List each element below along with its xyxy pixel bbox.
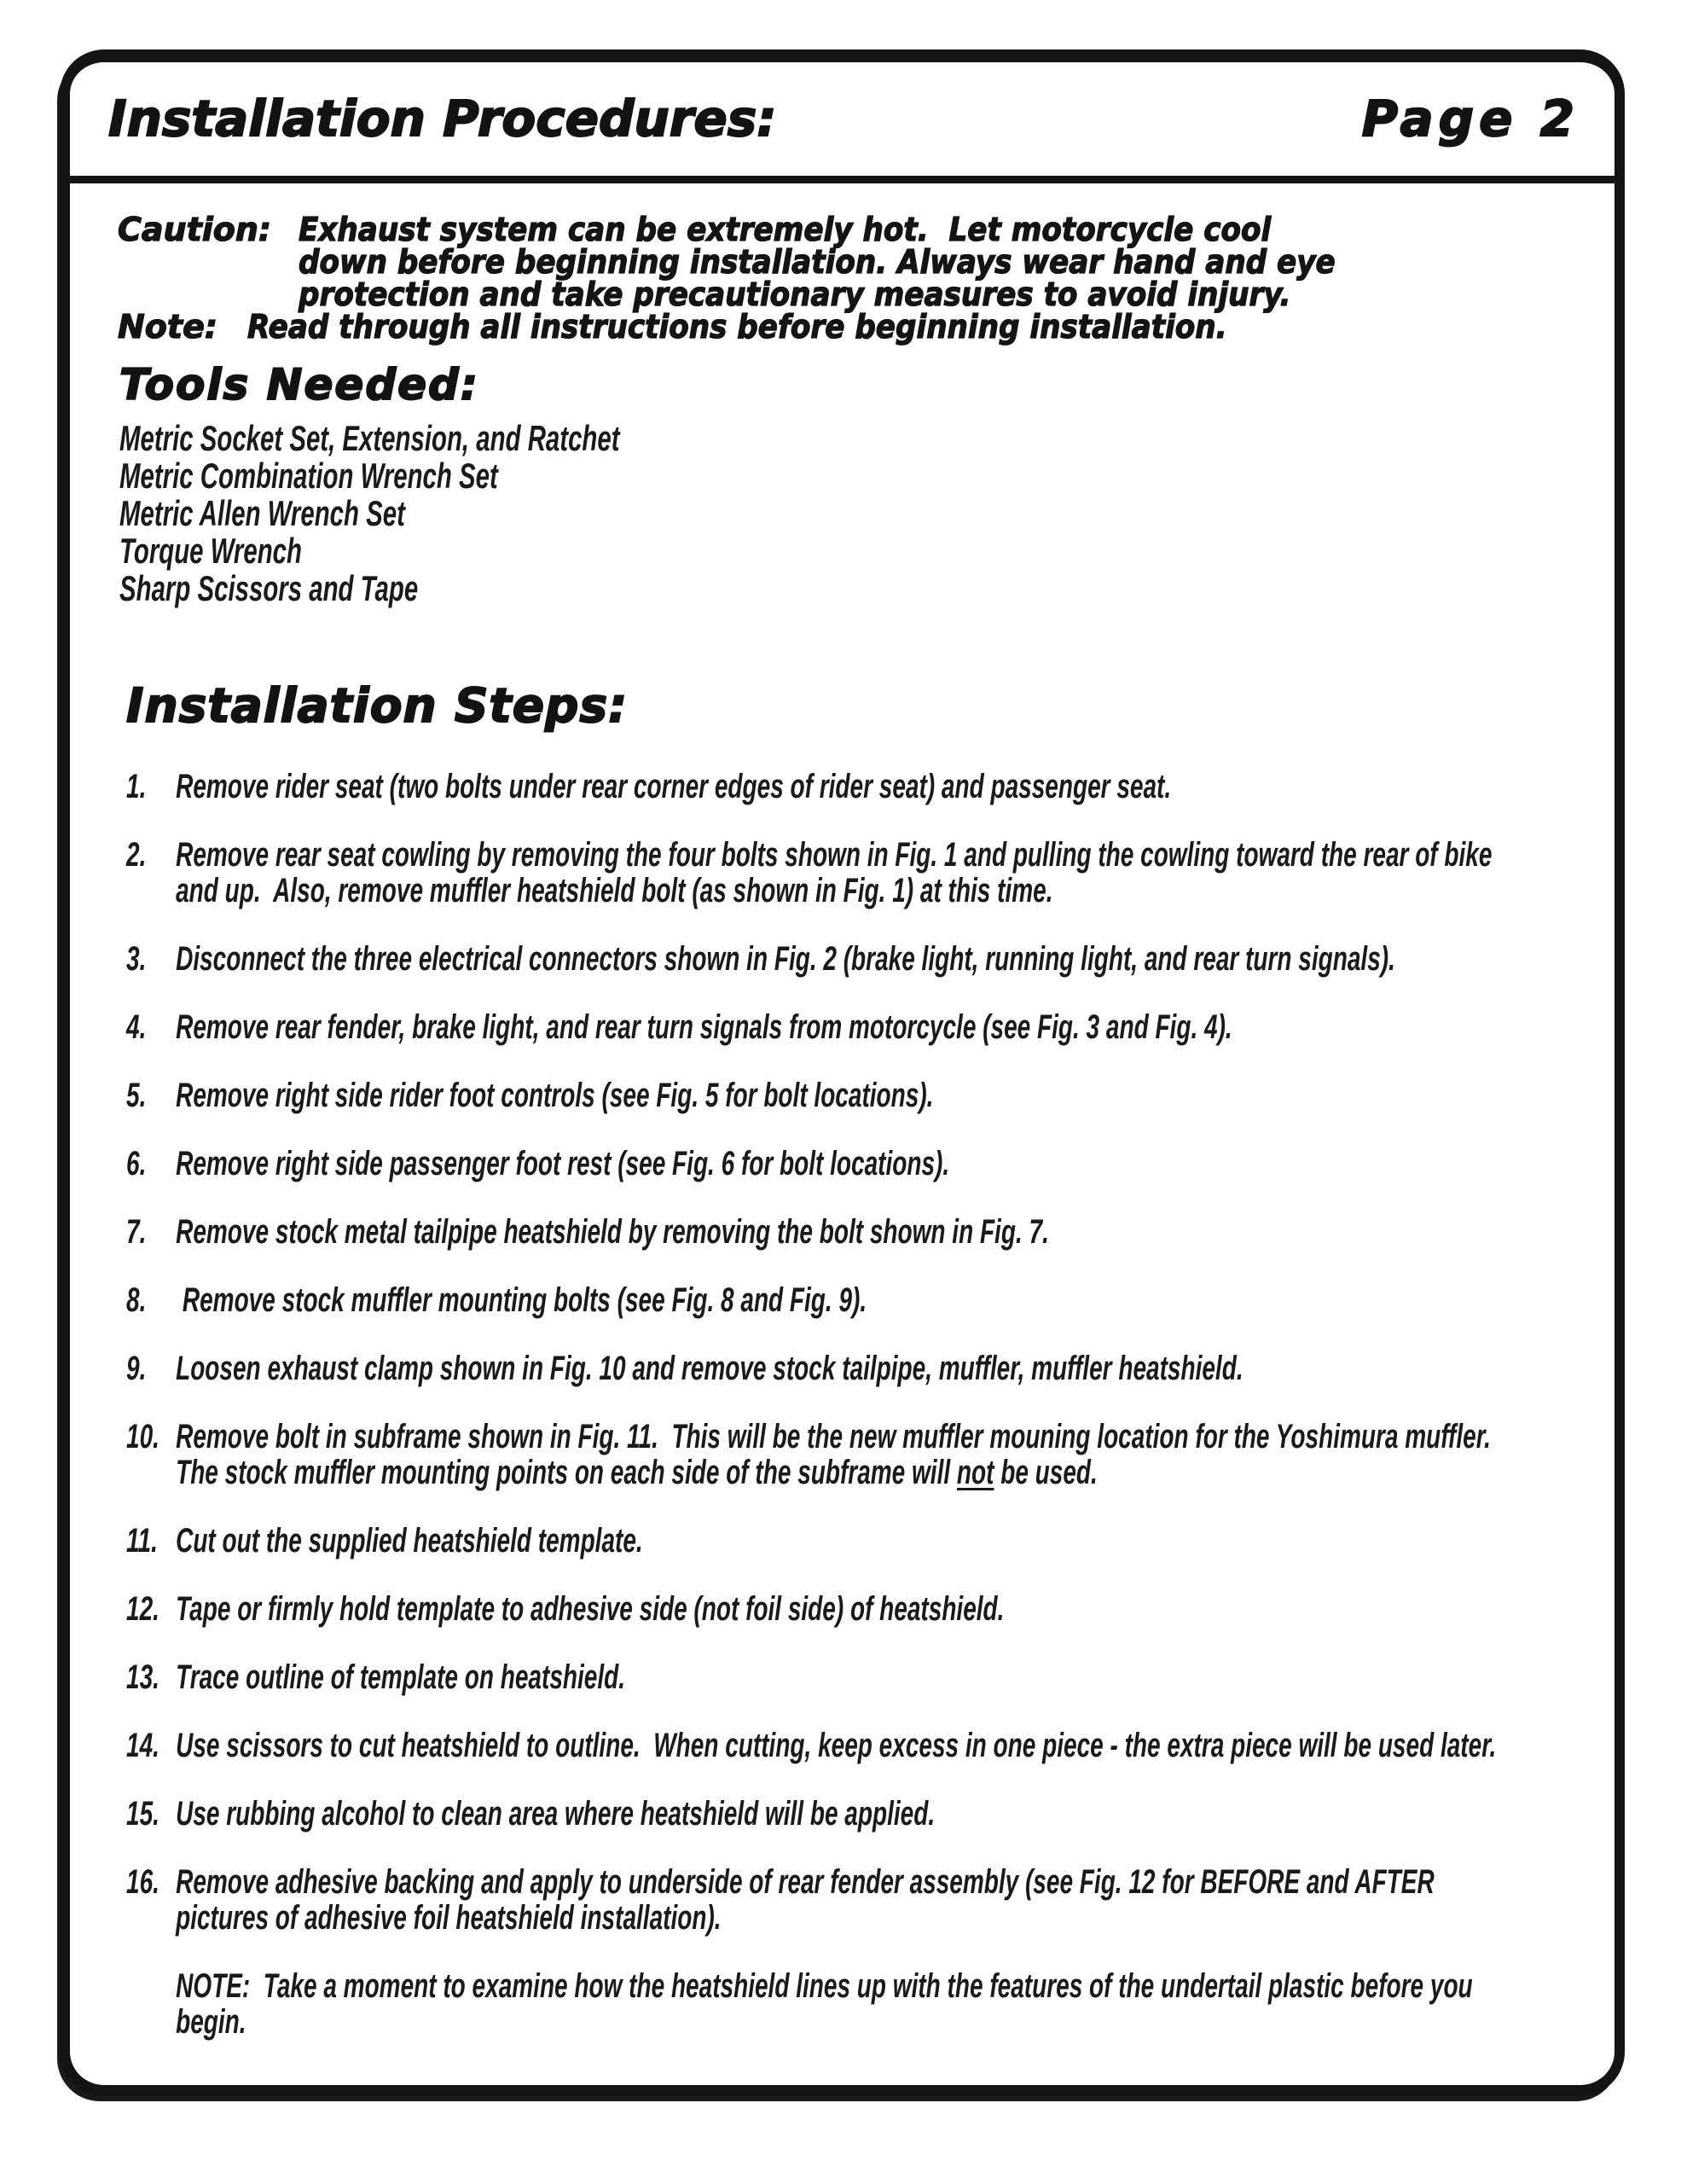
step-number: 13. [126,1658,159,1696]
steps-heading: Installation Steps: [126,678,629,733]
step-line: The stock muffler mounting points on each side of the subframe will not be used. [176,1454,1098,1491]
step-number: 16. [126,1863,159,1901]
caution-line: Exhaust system can be extremely hot. Let motorcycle cool [299,211,1272,248]
step-line: Remove stock metal tailpipe heatshield by removing the bolt shown in Fig. 7. [176,1213,1049,1251]
step-line: Tape or firmly hold template to adhesive side (not foil side) of heatshield. [176,1590,1005,1628]
caution-text [299,213,1687,311]
tools-heading: Tools Needed: [119,360,479,410]
step-row [126,1591,1585,1627]
step-row [126,1146,1585,1182]
tool-item: Metric Socket Set, Extension, and Ratchet [119,418,620,458]
step-line: Remove right side rider foot controls (see Fig. 5 for bolt locations). [176,1077,934,1114]
step-number: 4. [126,1008,147,1046]
step-row [126,1659,1585,1695]
note-paragraph [126,1968,1585,2040]
step-row [126,1728,1585,1763]
step-line: Cut out the supplied heatshield template. [176,1522,643,1560]
step-line: Remove stock muffler mounting bolts (see Fig. 8 and Fig. 9). [176,1281,867,1319]
step-number: 6. [126,1145,147,1182]
step-line: Remove rear seat cowling by removing the four bolts shown in Fig. 1 and pulling the cowling toward the rear of bike [176,836,1493,874]
note-line: NOTE: Take a moment to examine how the heatshield lines up with the features of the undertail plastic before you [176,1967,1473,2005]
step-number: 11. [126,1522,158,1560]
page-content [70,62,1615,2085]
step-row [126,941,1585,977]
step-line: Remove right side passenger foot rest (see Fig. 6 for bolt locations). [176,1145,950,1182]
tool-item: Metric Combination Wrench Set [119,456,498,496]
step-number: 2. [126,836,147,874]
step-line: Remove adhesive backing and apply to underside of rear fender assembly (see Fig. 12 for BEFORE and AFTER [176,1863,1435,1901]
page-border [60,49,1625,2096]
step-line: Disconnect the three electrical connectors shown in Fig. 2 (brake light, running light, and rear turn signals). [176,940,1395,978]
step-number: 7. [126,1213,147,1251]
step-number: 1. [126,768,147,805]
step-number: 9. [126,1350,147,1387]
caution-block [118,211,1687,346]
step-number: 12. [126,1590,159,1628]
tool-item: Metric Allen Wrench Set [119,493,405,533]
step-row [126,1796,1585,1832]
page-number: Page 2 [1361,90,1580,148]
note-indent [126,1968,176,2040]
step-number: 5. [126,1077,147,1114]
note-label: Note: [118,308,218,346]
step-line: Remove rear fender, brake light, and rear turn signals from motorcycle (see Fig. 3 and Fig. 4). [176,1008,1232,1046]
step-line: Use rubbing alcohol to clean area where heatshield will be applied. [176,1795,936,1833]
page-title: Installation Procedures: [108,90,777,148]
step-row [126,1077,1585,1113]
underlined-word: not [956,1454,994,1491]
step-row [126,769,1585,804]
step-line: pictures of adhesive foil heatshield installation). [176,1899,722,1937]
note-text: Read through all instructions before beginning installation. [247,308,1227,346]
tool-item: Torque Wrench [119,531,302,571]
note-line: begin. [176,2003,246,2041]
step-line: Trace outline of template on heatshield. [176,1658,626,1696]
step-line: and up. Also, remove muffler heatshield bolt (as shown in Fig. 1) at this time. [176,872,1053,909]
step-number: 8. [126,1281,147,1319]
step-line: Remove rider seat (two bolts under rear corner edges of rider seat) and passenger seat. [176,768,1172,805]
tool-item: Sharp Scissors and Tape [119,568,419,608]
step-line: Loosen exhaust clamp shown in Fig. 10 and remove stock tailpipe, muffler, muffler heatshield. [176,1350,1244,1387]
caution-label: Caution: [118,211,272,248]
step-row [126,1864,1585,1936]
caution-line: protection and take precautionary measures to avoid injury. [299,276,1291,313]
step-number: 15. [126,1795,159,1833]
tools-list [119,420,1552,607]
step-row [126,837,1585,909]
steps-list [126,769,1585,2072]
step-number: 10. [126,1418,159,1455]
step-number: 14. [126,1727,159,1764]
step-row [126,1282,1585,1318]
step-row [126,1009,1585,1045]
step-row [126,1350,1585,1386]
caution-row [118,213,1687,311]
step-line: Remove bolt in subframe shown in Fig. 11. This will be the new muffler mouning location for the Yoshimura muffler. [176,1418,1491,1455]
step-row [126,1419,1585,1490]
step-line: Use scissors to cut heatshield to outline. When cutting, keep excess in one piece - the extra piece will be used later. [176,1727,1497,1764]
note-row [118,308,1687,346]
header-divider [70,176,1615,183]
step-number: 3. [126,940,147,978]
step-row [126,1214,1585,1250]
step-row [126,1523,1585,1559]
caution-line: down before beginning installation. Always wear hand and eye [299,243,1336,281]
